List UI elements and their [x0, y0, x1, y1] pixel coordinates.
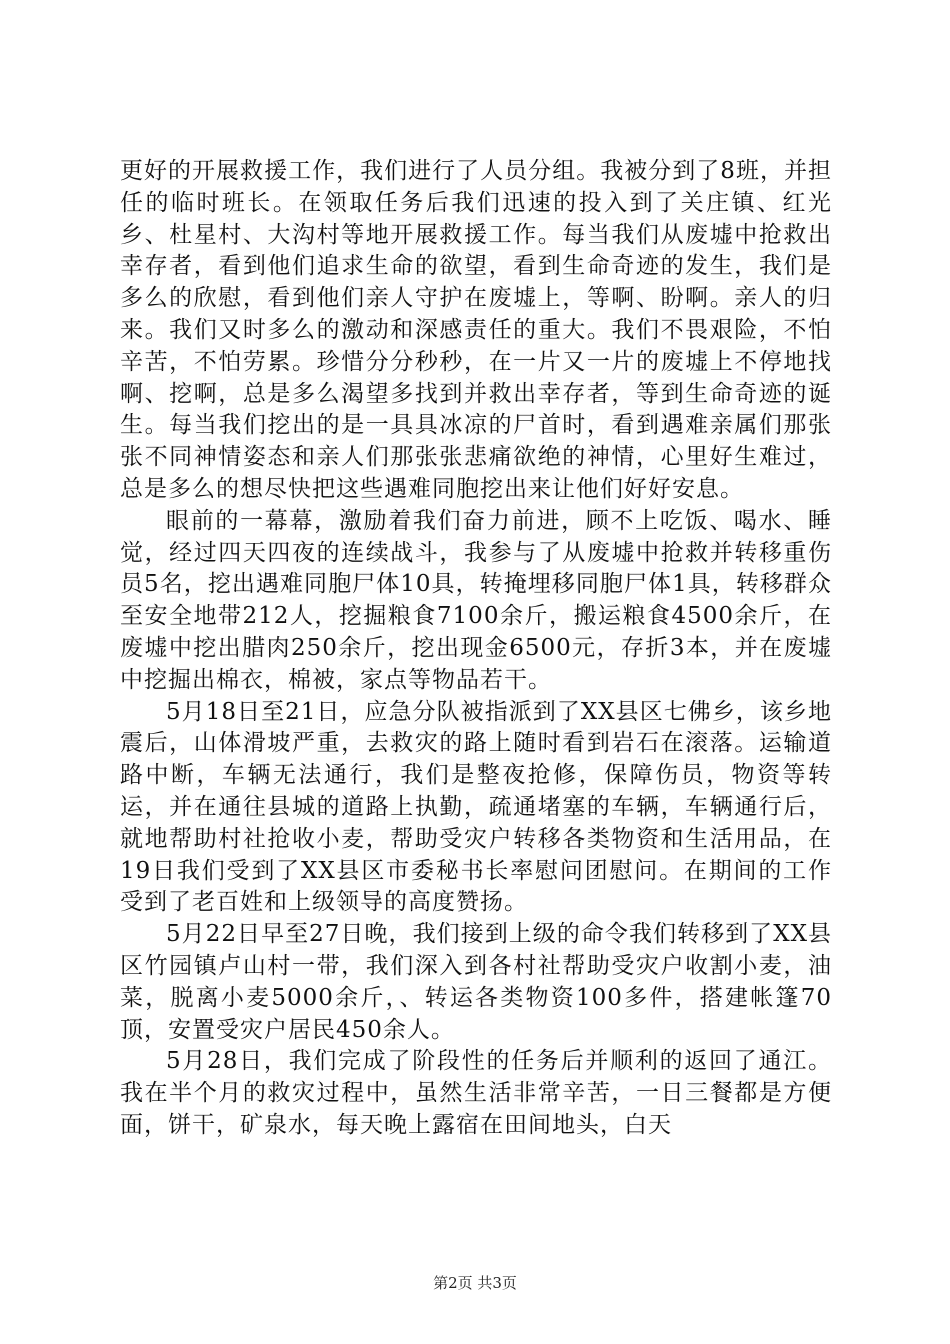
document-body — [120, 156, 832, 1142]
paragraph-4: 5月22日早至27日晚，我们接到上级的命令我们转移到了XX县区竹园镇卢山村一带，我们深入到各村社帮助受灾户收割小麦，油菜，脱离小麦5000余斤，、转运各类物资100多件，搭建帐篷70顶，安置受灾户居民450余人。 — [120, 921, 832, 1043]
page-number-label: 第2页 共3页 — [433, 1274, 517, 1292]
page-footer — [0, 1273, 950, 1293]
paragraph-3: 5月18日至21日，应急分队被指派到了XX县区七佛乡，该乡地震后，山体滑坡严重，去救灾的路上随时看到岩石在滚落。运输道路中断，车辆无法通行，我们是整夜抢修，保障伤员，物资等转运，并在通往县城的道路上执勤，疏通堵塞的车辆，车辆通行后，就地帮助村社抢收小麦，帮助受灾户转移各类物资和生活用品，在19日我们受到了XX县区市委秘书长率慰问团慰问。在期间的工作受到了老百姓和上级领导的高度赞扬。 — [120, 698, 832, 916]
paragraph-1: 更好的开展救援工作，我们进行了人员分组。我被分到了8班，并担任的临时班长。在领取任务后我们迅速的投入到了关庄镇、红光乡、杜星村、大沟村等地开展救援工作。每当我们从废墟中抢救出幸存者，看到他们追求生命的欲望，看到生命奇迹的发生，我们是多么的欣慰，看到他们亲人守护在废墟上，等啊、盼啊。亲人的归来。我们又时多么的激动和深感责任的重大。我们不畏艰险，不怕辛苦，不怕劳累。珍惜分分秒秒，在一片又一片的废墟上不停地找啊、挖啊，总是多么渴望多找到并救出幸存者，等到生命奇迹的诞生。每当我们挖出的是一具具冰凉的尸首时，看到遇难亲属们那张张不同神情姿态和亲人们那张张悲痛欲绝的神情，心里好生难过，总是多么的想尽快把这些遇难同胞挖出来让他们好好安息。 — [120, 158, 832, 502]
paragraph-5: 5月28日，我们完成了阶段性的任务后并顺利的返回了通江。我在半个月的救灾过程中，虽然生活非常辛苦，一日三餐都是方便面，饼干，矿泉水，每天晚上露宿在田间地头，白天 — [120, 1048, 832, 1138]
paragraph-2: 眼前的一幕幕，激励着我们奋力前进，顾不上吃饭、喝水、睡觉，经过四天四夜的连续战斗，我参与了从废墟中抢救并转移重伤员5名，挖出遇难同胞尸体10具，转掩埋移同胞尸体1具，转移群众至安全地带212人，挖掘粮食7100余斤，搬运粮食4500余斤，在废墟中挖出腊肉250余斤，挖出现金6500元，存折3本，并在废墟中挖掘出棉衣，棉被，家点等物品若干。 — [120, 507, 832, 693]
